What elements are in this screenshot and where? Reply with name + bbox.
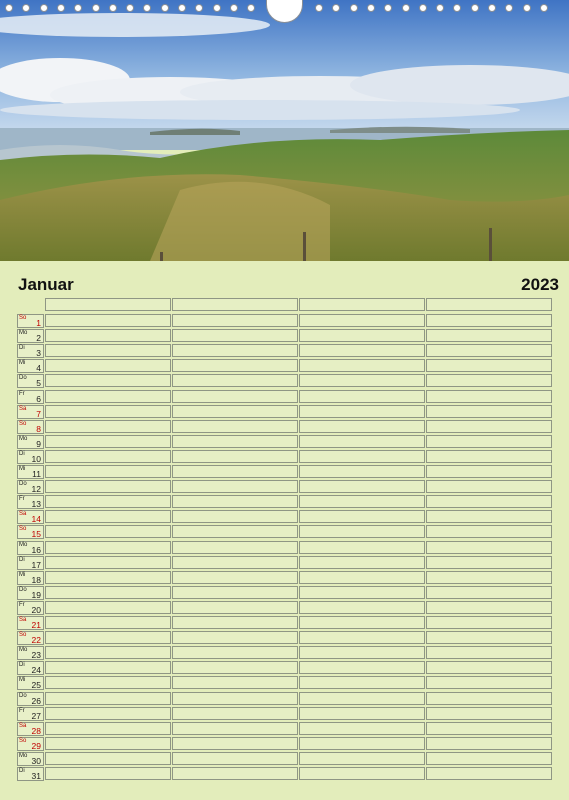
entry-cell[interactable] xyxy=(172,616,298,629)
entry-cell[interactable] xyxy=(172,692,298,705)
day-label-box xyxy=(17,495,44,509)
entry-cell[interactable] xyxy=(426,525,552,538)
weekday-label: Do xyxy=(19,375,27,382)
entry-cell[interactable] xyxy=(45,676,171,689)
entry-cell[interactable] xyxy=(172,450,298,463)
entry-cell[interactable] xyxy=(172,601,298,614)
day-label-box xyxy=(17,616,44,630)
weekday-label: So xyxy=(19,420,27,427)
entry-cell[interactable] xyxy=(426,435,552,448)
entry-cell[interactable] xyxy=(172,571,298,584)
day-number: 6 xyxy=(36,393,41,404)
entry-cell[interactable] xyxy=(172,344,298,357)
binding-hole xyxy=(109,4,117,12)
day-number: 29 xyxy=(31,740,41,751)
weekday-label: Do xyxy=(19,481,27,488)
day-number: 8 xyxy=(36,423,41,434)
entry-cell[interactable] xyxy=(45,465,171,478)
day-label-box xyxy=(17,692,44,706)
binding-hole xyxy=(332,4,340,12)
entry-cell[interactable] xyxy=(299,374,425,387)
entry-cell[interactable] xyxy=(45,571,171,584)
entry-cell[interactable] xyxy=(172,314,298,327)
day-number: 5 xyxy=(36,378,41,389)
entry-cell[interactable] xyxy=(172,646,298,659)
entry-cell[interactable] xyxy=(299,480,425,493)
entry-cell[interactable] xyxy=(172,737,298,750)
month-title: Januar xyxy=(18,275,74,294)
entry-cell[interactable] xyxy=(172,405,298,418)
weekday-label: Fr xyxy=(19,707,25,714)
entry-cell[interactable] xyxy=(426,722,552,735)
day-number: 30 xyxy=(31,755,41,766)
day-label-box xyxy=(17,556,44,570)
entry-cell[interactable] xyxy=(45,722,171,735)
binding-hole xyxy=(40,4,48,12)
entry-cell[interactable] xyxy=(45,344,171,357)
binding-hole xyxy=(471,4,479,12)
entry-cell[interactable] xyxy=(299,525,425,538)
entry-cell[interactable] xyxy=(426,495,552,508)
day-number: 17 xyxy=(31,559,41,570)
weekday-label: Fr xyxy=(19,390,25,397)
day-label-box xyxy=(17,752,44,766)
entry-cell[interactable] xyxy=(172,510,298,523)
entry-cell[interactable] xyxy=(426,344,552,357)
day-label-box xyxy=(17,722,44,736)
day-label-box xyxy=(17,707,44,721)
weekday-label: So xyxy=(19,737,27,744)
weekday-label: So xyxy=(19,315,27,321)
entry-cell[interactable] xyxy=(426,586,552,599)
entry-cell[interactable] xyxy=(45,646,171,659)
entry-cell[interactable] xyxy=(299,616,425,629)
binding-holes xyxy=(0,4,569,16)
entry-cell[interactable] xyxy=(45,752,171,765)
entry-cell[interactable] xyxy=(172,435,298,448)
weekday-label: Do xyxy=(19,692,27,699)
entry-cell[interactable] xyxy=(45,435,171,448)
binding-hole xyxy=(540,4,548,12)
entry-cell[interactable] xyxy=(45,480,171,493)
entry-cell[interactable] xyxy=(426,420,552,433)
entry-cell[interactable] xyxy=(299,541,425,554)
day-number: 19 xyxy=(31,589,41,600)
entry-cell[interactable] xyxy=(426,480,552,493)
entry-cell[interactable] xyxy=(299,510,425,523)
day-label-box xyxy=(17,767,44,781)
entry-cell[interactable] xyxy=(45,692,171,705)
entry-cell[interactable] xyxy=(45,616,171,629)
entry-cell[interactable] xyxy=(299,752,425,765)
entry-cell[interactable] xyxy=(299,329,425,342)
entry-cell[interactable] xyxy=(45,359,171,372)
entry-cell[interactable] xyxy=(426,510,552,523)
entry-cell[interactable] xyxy=(172,495,298,508)
day-number: 1 xyxy=(36,318,41,328)
entry-cell[interactable] xyxy=(426,646,552,659)
weekday-label: Sa xyxy=(19,405,27,412)
entry-cell[interactable] xyxy=(45,737,171,750)
day-label-box xyxy=(17,525,44,539)
day-number: 25 xyxy=(31,680,41,691)
weekday-label: Mo xyxy=(19,435,28,442)
entry-cell[interactable] xyxy=(426,390,552,403)
entry-cell[interactable] xyxy=(426,661,552,674)
weekday-label: Mo xyxy=(19,647,28,654)
entry-cell[interactable] xyxy=(426,737,552,750)
day-number: 11 xyxy=(32,469,41,479)
entry-cell[interactable] xyxy=(172,631,298,644)
entry-cell[interactable] xyxy=(299,571,425,584)
day-label-box xyxy=(17,737,44,751)
binding-hole xyxy=(453,4,461,12)
entry-cell[interactable] xyxy=(299,737,425,750)
binding-hole xyxy=(488,4,496,12)
entry-cell[interactable] xyxy=(426,329,552,342)
entry-cell[interactable] xyxy=(426,314,552,327)
entry-cell[interactable] xyxy=(45,314,171,327)
binding-hole xyxy=(195,4,203,12)
day-number: 24 xyxy=(31,665,41,676)
weekday-label: Fr xyxy=(19,496,25,503)
weekday-label: So xyxy=(19,632,27,639)
binding-hole xyxy=(161,4,169,12)
binding-hole xyxy=(5,4,13,12)
entry-cell[interactable] xyxy=(45,329,171,342)
entry-cell[interactable] xyxy=(426,767,552,780)
weekday-label: Mo xyxy=(19,541,28,548)
binding-hole xyxy=(230,4,238,12)
weekday-label: Di xyxy=(19,662,25,669)
entry-cell[interactable] xyxy=(172,329,298,342)
day-number: 28 xyxy=(31,725,41,736)
entry-cell[interactable] xyxy=(299,405,425,418)
binding-hole xyxy=(436,4,444,12)
entry-cell[interactable] xyxy=(299,344,425,357)
weekday-label: Mo xyxy=(19,330,28,337)
entry-cell[interactable] xyxy=(172,465,298,478)
day-label-box xyxy=(17,646,44,660)
entry-cell[interactable] xyxy=(172,390,298,403)
day-label-box xyxy=(17,435,44,449)
weekday-label: Sa xyxy=(19,617,27,623)
landscape-photo xyxy=(0,0,569,261)
day-number: 16 xyxy=(31,544,41,555)
entry-cell[interactable] xyxy=(172,541,298,554)
entry-cell[interactable] xyxy=(299,495,425,508)
day-label-box xyxy=(17,601,44,615)
entry-cell[interactable] xyxy=(172,586,298,599)
day-number: 22 xyxy=(31,635,41,646)
entry-cell[interactable] xyxy=(426,707,552,720)
day-label-box xyxy=(17,510,44,524)
entry-cell[interactable] xyxy=(426,676,552,689)
day-label-box xyxy=(17,420,44,434)
day-label-box xyxy=(17,465,44,479)
entry-cell[interactable] xyxy=(426,752,552,765)
entry-cell[interactable] xyxy=(426,571,552,584)
entry-cell[interactable] xyxy=(172,707,298,720)
entry-cell[interactable] xyxy=(299,646,425,659)
weekday-label: Do xyxy=(19,586,27,593)
day-number: 20 xyxy=(31,604,41,615)
day-label-box xyxy=(17,631,44,645)
entry-cell[interactable] xyxy=(299,450,425,463)
binding-hole xyxy=(22,4,30,12)
weekday-label: Sa xyxy=(19,722,27,729)
day-number: 18 xyxy=(31,574,41,585)
day-number: 12 xyxy=(31,484,41,495)
header-cell xyxy=(172,298,298,311)
entry-cell[interactable] xyxy=(172,420,298,433)
day-number: 13 xyxy=(31,499,41,510)
entry-cell[interactable] xyxy=(45,601,171,614)
day-number: 7 xyxy=(36,408,41,419)
entry-cell[interactable] xyxy=(426,405,552,418)
entry-cell[interactable] xyxy=(172,374,298,387)
header-cell xyxy=(45,298,171,311)
header-cell xyxy=(426,298,552,311)
day-number: 2 xyxy=(36,333,41,344)
entry-cell[interactable] xyxy=(45,541,171,554)
entry-cell[interactable] xyxy=(45,525,171,538)
day-label-box xyxy=(17,480,44,494)
binding-hole xyxy=(350,4,358,12)
binding-hole xyxy=(247,4,255,12)
entry-cell[interactable] xyxy=(45,631,171,644)
weekday-label: Mo xyxy=(19,752,28,759)
day-number: 14 xyxy=(31,514,41,525)
entry-cell[interactable] xyxy=(45,495,171,508)
day-label-box xyxy=(17,374,44,388)
entry-cell[interactable] xyxy=(45,420,171,433)
entry-cell[interactable] xyxy=(426,631,552,644)
day-number: 9 xyxy=(36,438,41,449)
entry-cell[interactable] xyxy=(172,359,298,372)
entry-cell[interactable] xyxy=(299,556,425,569)
weekday-label: Mi xyxy=(19,466,26,472)
entry-cell[interactable] xyxy=(299,435,425,448)
entry-cell[interactable] xyxy=(45,390,171,403)
binding-hole xyxy=(402,4,410,12)
entry-cell[interactable] xyxy=(45,767,171,780)
day-number: 15 xyxy=(31,529,41,540)
day-label-box xyxy=(17,450,44,464)
entry-cell[interactable] xyxy=(172,676,298,689)
day-label-box xyxy=(17,661,44,675)
entry-cell[interactable] xyxy=(299,465,425,478)
entry-cell[interactable] xyxy=(299,707,425,720)
day-number: 21 xyxy=(31,620,41,630)
binding-hole xyxy=(367,4,375,12)
binding-hole xyxy=(126,4,134,12)
binding-hole xyxy=(505,4,513,12)
day-number: 4 xyxy=(36,363,41,374)
entry-cell[interactable] xyxy=(45,661,171,674)
day-label-box xyxy=(17,676,44,690)
day-number: 23 xyxy=(31,650,41,661)
binding-hole xyxy=(384,4,392,12)
year-title: 2023 xyxy=(521,275,559,294)
entry-cell[interactable] xyxy=(299,314,425,327)
day-label-box xyxy=(17,586,44,600)
day-label-box xyxy=(17,344,44,358)
entry-cell[interactable] xyxy=(299,359,425,372)
entry-cell[interactable] xyxy=(45,450,171,463)
entry-cell[interactable] xyxy=(426,616,552,629)
entry-cell[interactable] xyxy=(426,450,552,463)
day-label-box xyxy=(17,405,44,419)
day-label-box xyxy=(17,314,44,328)
entry-cell[interactable] xyxy=(45,510,171,523)
entry-cell[interactable] xyxy=(426,359,552,372)
day-number: 31 xyxy=(31,771,41,781)
entry-cell[interactable] xyxy=(45,556,171,569)
entry-cell[interactable] xyxy=(299,661,425,674)
weekday-label: Mi xyxy=(19,571,26,578)
weekday-label: Sa xyxy=(19,511,27,518)
entry-cell[interactable] xyxy=(299,420,425,433)
day-label-box xyxy=(17,329,44,343)
header-cell xyxy=(299,298,425,311)
entry-cell[interactable] xyxy=(172,722,298,735)
entry-cell[interactable] xyxy=(299,676,425,689)
binding-hole xyxy=(57,4,65,12)
entry-cell[interactable] xyxy=(172,767,298,780)
weekday-label: Di xyxy=(19,345,25,352)
entry-cell[interactable] xyxy=(172,480,298,493)
entry-cell[interactable] xyxy=(172,661,298,674)
entry-cell[interactable] xyxy=(299,390,425,403)
entry-cell[interactable] xyxy=(299,631,425,644)
weekday-label: Di xyxy=(19,556,25,563)
binding-hole xyxy=(178,4,186,12)
day-number: 3 xyxy=(36,348,41,359)
entry-cell[interactable] xyxy=(45,405,171,418)
entry-cell[interactable] xyxy=(45,586,171,599)
entry-cell[interactable] xyxy=(426,556,552,569)
entry-cell[interactable] xyxy=(426,465,552,478)
entry-cell[interactable] xyxy=(299,722,425,735)
day-label-box xyxy=(17,390,44,404)
binding-hole xyxy=(143,4,151,12)
entry-cell[interactable] xyxy=(299,692,425,705)
binding-hole xyxy=(419,4,427,12)
day-label-box xyxy=(17,571,44,585)
entry-cell[interactable] xyxy=(426,601,552,614)
day-number: 10 xyxy=(31,453,41,464)
day-number: 26 xyxy=(31,695,41,706)
entry-cell[interactable] xyxy=(299,586,425,599)
weekday-label: Mi xyxy=(19,677,26,684)
entry-cell[interactable] xyxy=(172,752,298,765)
day-label-box xyxy=(17,541,44,555)
entry-cell[interactable] xyxy=(299,767,425,780)
weekday-label: Mi xyxy=(19,360,26,367)
entry-cell[interactable] xyxy=(299,601,425,614)
binding-hole xyxy=(315,4,323,12)
entry-cell[interactable] xyxy=(172,525,298,538)
binding-hole xyxy=(523,4,531,12)
weekday-label: Di xyxy=(19,450,25,457)
entry-cell[interactable] xyxy=(45,374,171,387)
weekday-label: Di xyxy=(19,768,25,774)
weekday-label: So xyxy=(19,526,27,533)
entry-cell[interactable] xyxy=(426,541,552,554)
entry-cell[interactable] xyxy=(45,707,171,720)
day-number: 27 xyxy=(31,710,41,721)
weekday-label: Fr xyxy=(19,601,25,608)
binding-hole xyxy=(92,4,100,12)
entry-cell[interactable] xyxy=(426,374,552,387)
binding-hole xyxy=(213,4,221,12)
entry-cell[interactable] xyxy=(426,692,552,705)
binding-hole xyxy=(74,4,82,12)
entry-cell[interactable] xyxy=(172,556,298,569)
day-label-box xyxy=(17,359,44,373)
